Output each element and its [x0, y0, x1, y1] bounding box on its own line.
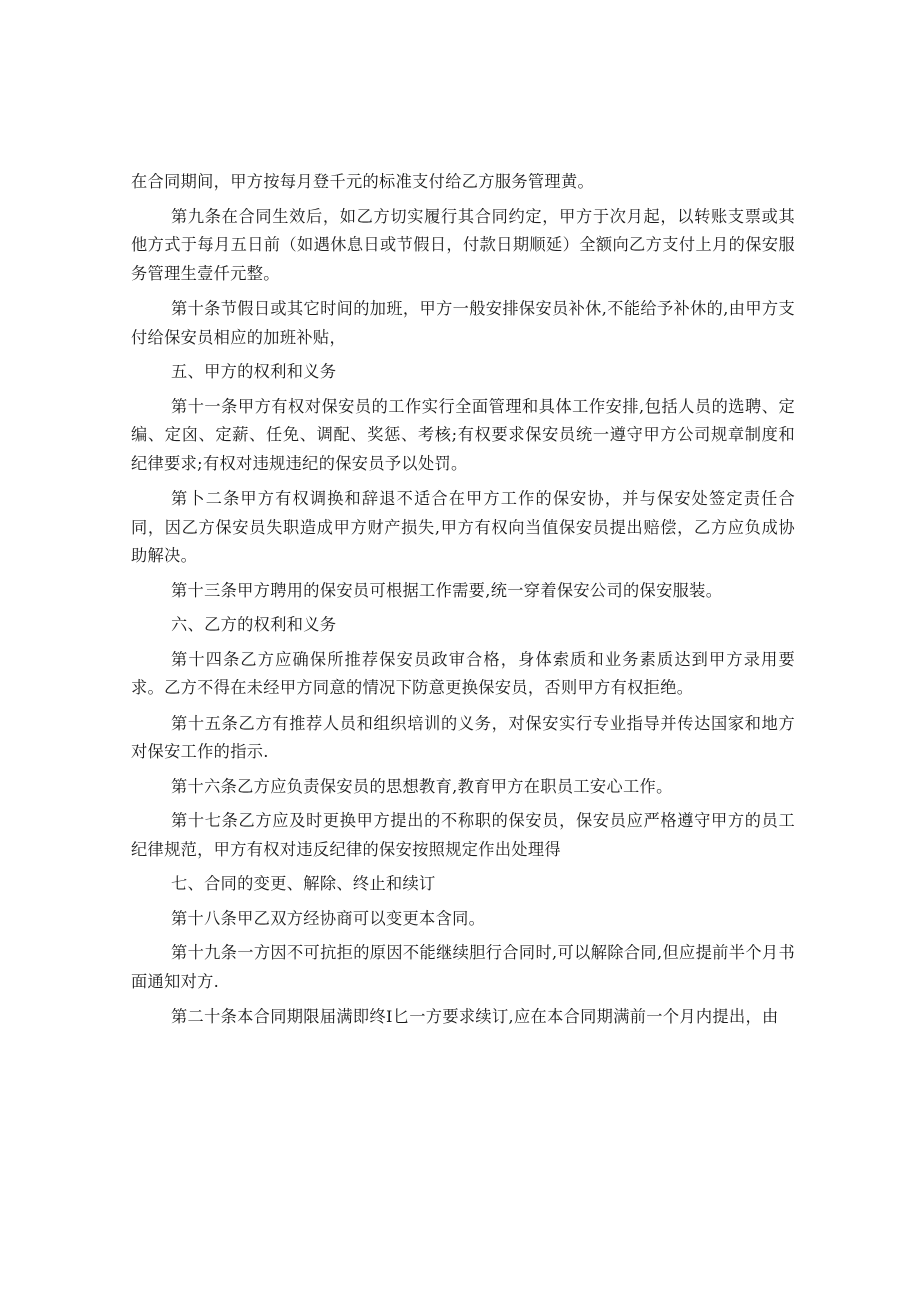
- document-page: [131, 168, 795, 1032]
- paragraph-article-18: 第十八条甲乙双方经协商可以变更本含同。: [171, 908, 486, 928]
- paragraph-article-12: 第卜二条甲方有权调换和辞退不适合在甲方工作的保安协，并与保安处签定责任合同，因乙方保安员失职造成甲方财产损失,甲方有权向当值保安员提出赔偿，乙方应负成协助解决。: [131, 489, 795, 565]
- paragraph-article-11: 第十一条甲方有权对保安员的工作实行全面管理和具体工作安排,包括人员的选聘、定编、定囟、定薪、任免、调配、奖惩、考核;有权要求保安员统一遵守甲方公司规章制度和纪律要求;有权对违规违纪的保安员予以处罚。: [131, 396, 795, 473]
- paragraph-article-10: 第十条节假日或其它时间的加班，甲方一般安排保安员补休,不能给予补休的,由甲方支付给保安员相应的加班补贴，: [131, 299, 795, 347]
- paragraph-article-14: 第十四条乙方应确保所推荐保安员政审合格，身体索质和业务素质达到甲方录用要求。乙方不得在未经甲方同意的情况下防意更换保安员，否则甲方有权拒绝。: [131, 649, 795, 697]
- paragraph-article-9: 第九条在合同生效后，如乙方切实履行其合同约定，甲方于次月起，以转账支票或其他方式于每月五日前（如遇休息日或节假日，付款日期顺延）全额向乙方支付上月的保安服务管理生壹仟元整。: [131, 206, 795, 283]
- paragraph-article-13: 第十三条甲方聘用的保安员可根据工作需要,统一穿着保安公司的保安服装。: [171, 580, 723, 600]
- section-heading-party-a-rights: 五、甲方的权利和义务: [171, 362, 337, 381]
- paragraph-article-19: 第十九条一方因不可抗拒的原因不能继续胆行合同时,可以解除合同,但应提前半个月书面通知对方.: [131, 943, 795, 991]
- section-heading-party-b-rights: 六、乙方的权利和义务: [171, 615, 337, 634]
- paragraph-article-15: 第十五条乙方有推荐人员和组织培训的义务，对保安实行专业指导并传达国家和地方对保安工作的指示.: [131, 713, 795, 761]
- paragraph-article-17: 第十七条乙方应及时更换甲方提出的不称职的保安员，保安员应严格遵守甲方的员工纪律规范，甲方有权对违反纪律的保安按照规定作出处理得: [131, 811, 795, 859]
- paragraph-article-16: 第十六条乙方应负责保安员的思想教育,教育甲方在职员工安心工作。: [171, 776, 673, 796]
- section-heading-contract-changes: 七、合同的变更、解除、终止和续订: [171, 874, 436, 893]
- paragraph-article-20: 第二十条本合同期限届满即终I匕一方要求续订,应在本合同期满前一个月内提出，由: [171, 1007, 779, 1026]
- paragraph-fee-standard: 在合同期间，甲方按每月登千元的标准支付给乙方服务管理黄。: [131, 172, 595, 191]
